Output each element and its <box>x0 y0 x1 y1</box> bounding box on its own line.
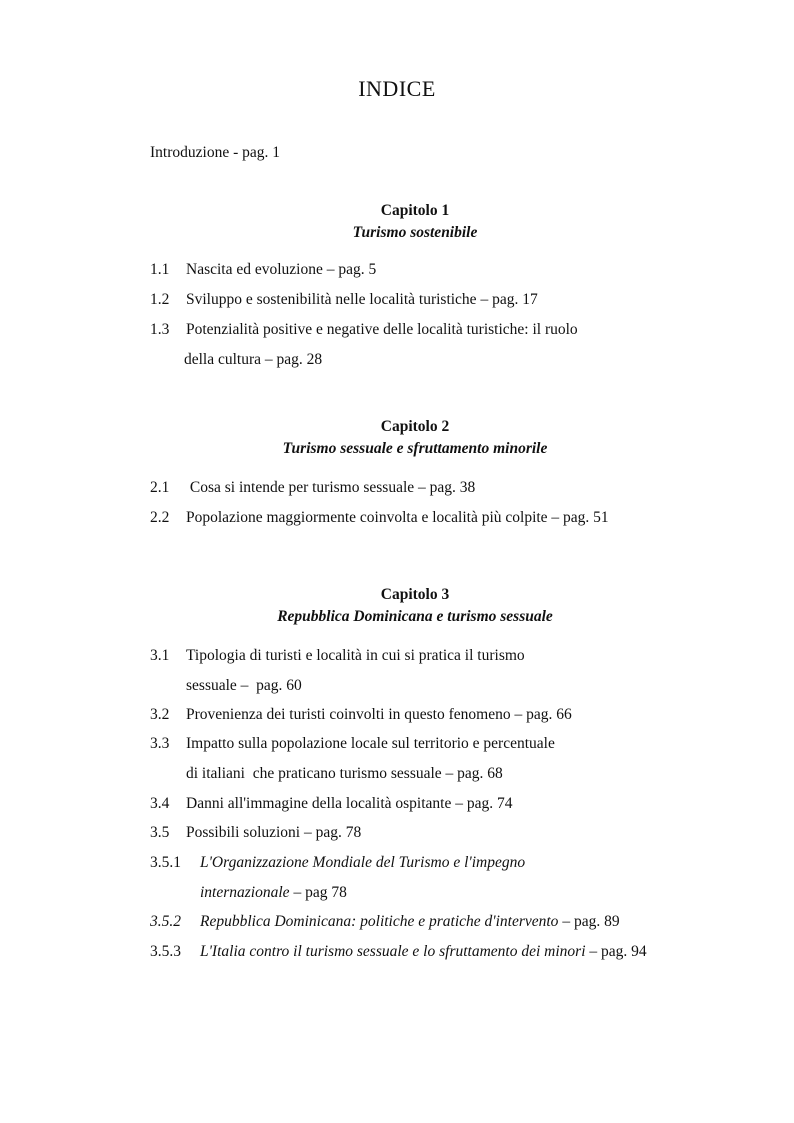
toc-entry-3-5-2[interactable] <box>150 911 620 933</box>
entry-text: Tipologia di turisti e località in cui si pratica il turismo <box>186 647 525 664</box>
entry-page: – pag 78 <box>289 884 347 901</box>
chapter-1-title: Turismo sostenibile <box>352 224 478 241</box>
entry-text: Nascita ed evoluzione – pag. 5 <box>186 261 377 278</box>
entry-text: Provenienza dei turisti coinvolti in questo fenomeno – pag. 66 <box>186 706 572 723</box>
toc-introduction[interactable]: Introduzione - pag. 1 <box>150 144 280 161</box>
entry-number: 2.1 <box>150 479 170 496</box>
entry-number: 3.5.1 <box>150 854 181 871</box>
entry-page: – pag. 89 <box>558 913 620 930</box>
entry-text: Impatto sulla popolazione locale sul territorio e percentuale <box>186 735 555 752</box>
chapter-3-label: Capitolo 3 <box>380 586 450 603</box>
toc-entry-3-5-3[interactable] <box>150 941 647 963</box>
page-title: INDICE <box>358 76 436 101</box>
toc-entry-1-1[interactable] <box>150 259 376 281</box>
entry-text: L'Organizzazione Mondiale del Turismo e l'impegno <box>200 854 526 871</box>
entry-text: Possibili soluzioni – pag. 78 <box>186 824 362 841</box>
toc-entry-1-2[interactable] <box>150 289 538 311</box>
entry-text: L'Italia contro il turismo sessuale e lo sfruttamento dei minori <box>200 943 586 960</box>
chapter-3-title: Repubblica Dominicana e turismo sessuale <box>277 608 553 625</box>
entry-number: 2.2 <box>150 509 170 526</box>
toc-entry-3-3[interactable] <box>150 733 555 755</box>
chapter-2-heading <box>0 416 794 460</box>
entry-page: – pag. 94 <box>585 943 647 960</box>
toc-entry-3-5-1-continuation[interactable] <box>200 882 347 904</box>
toc-entry-2-2[interactable] <box>150 507 609 529</box>
chapter-2-label: Capitolo 2 <box>380 418 450 435</box>
toc-entry-3-5-1[interactable] <box>150 852 525 874</box>
toc-entry-3-4[interactable] <box>150 793 512 815</box>
entry-number: 1.3 <box>150 321 170 338</box>
entry-number: 3.4 <box>150 795 170 812</box>
toc-entry-1-3-continuation[interactable]: della cultura – pag. 28 <box>184 351 323 368</box>
entry-text: Potenzialità positive e negative delle località turistiche: il ruolo <box>186 321 578 338</box>
toc-entry-3-1[interactable] <box>150 645 525 667</box>
entry-text: Cosa si intende per turismo sessuale – pag. 38 <box>186 479 476 496</box>
entry-number: 3.5.3 <box>150 943 181 960</box>
entry-text: Popolazione maggiormente coinvolta e località più colpite – pag. 51 <box>186 509 609 526</box>
toc-entry-2-1[interactable] <box>150 477 475 499</box>
chapter-1-label: Capitolo 1 <box>380 202 450 219</box>
entry-text: internazionale <box>200 884 290 901</box>
entry-number: 1.1 <box>150 261 170 278</box>
chapter-2-title: Turismo sessuale e sfruttamento minorile <box>282 440 548 457</box>
entry-text: Danni all'immagine della località ospitante – pag. 74 <box>186 795 513 812</box>
toc-entry-3-2[interactable] <box>150 704 572 726</box>
entry-number: 3.2 <box>150 706 170 723</box>
toc-entry-3-3-continuation[interactable]: di italiani che praticano turismo sessuale – pag. 68 <box>186 765 503 782</box>
entry-text: Sviluppo e sostenibilità nelle località turistiche – pag. 17 <box>186 291 538 308</box>
entry-text: Repubblica Dominicana: politiche e pratiche d'intervento <box>200 913 559 930</box>
entry-number: 3.1 <box>150 647 170 664</box>
entry-number: 3.5 <box>150 824 170 841</box>
chapter-3-heading <box>0 584 794 628</box>
chapter-1-heading <box>0 200 794 244</box>
entry-number: 3.3 <box>150 735 170 752</box>
entry-number: 1.2 <box>150 291 170 308</box>
toc-entry-3-5[interactable] <box>150 822 361 844</box>
toc-entry-3-1-continuation[interactable]: sessuale – pag. 60 <box>186 677 302 694</box>
toc-entry-1-3[interactable] <box>150 319 578 341</box>
entry-number: 3.5.2 <box>150 913 181 930</box>
